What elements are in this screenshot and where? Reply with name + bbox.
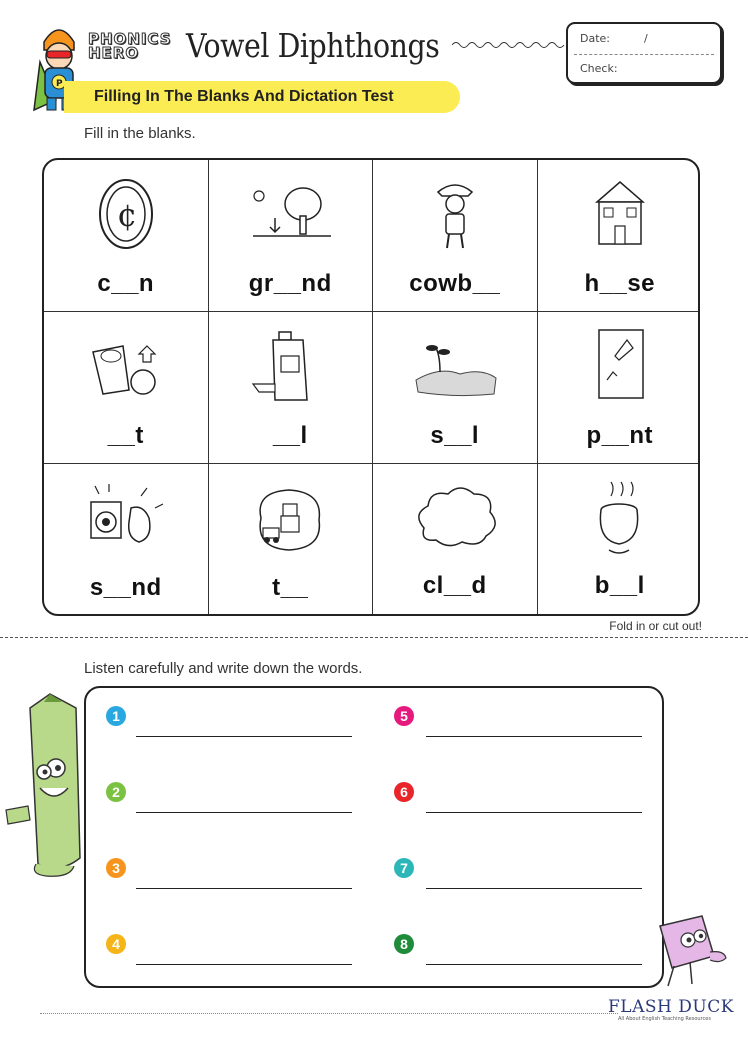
blank-word: h__se xyxy=(584,270,656,297)
blank-word: s__l xyxy=(430,422,480,449)
fill-blanks-instruction: Fill in the blanks. xyxy=(84,125,196,142)
date-label: Date: xyxy=(580,32,610,45)
number-badge: 1 xyxy=(106,706,126,726)
blank-cell xyxy=(538,312,701,464)
soil-icon xyxy=(410,326,500,406)
blank-cell xyxy=(538,464,701,616)
number-badge: 6 xyxy=(394,782,414,802)
answer-line[interactable] xyxy=(426,964,642,965)
ground-icon xyxy=(245,174,335,254)
sound-icon xyxy=(81,478,171,558)
date-divider xyxy=(574,54,714,55)
fold-note: Fold in or cut out! xyxy=(609,619,702,633)
toy-icon xyxy=(245,478,335,558)
blank-cell xyxy=(209,464,374,616)
number-badge: 4 xyxy=(106,934,126,954)
blank-word: cowb__ xyxy=(409,270,501,297)
subtitle: Filling In The Blanks And Dictation Test xyxy=(94,88,394,105)
point-icon xyxy=(575,326,665,406)
number-badge: 7 xyxy=(394,858,414,878)
answer-line[interactable] xyxy=(136,964,352,965)
cowboy-icon xyxy=(410,174,500,254)
blank-cell xyxy=(538,160,701,312)
blank-cell xyxy=(44,464,209,616)
blank-cell xyxy=(209,160,374,312)
blank-word: b__l xyxy=(594,572,645,599)
blank-word: __l xyxy=(272,422,308,449)
blank-cell xyxy=(209,312,374,464)
number-badge: 8 xyxy=(394,934,414,954)
blank-cell xyxy=(373,312,538,464)
answer-line[interactable] xyxy=(136,812,352,813)
footer-tagline: All About English Teaching Resources xyxy=(618,1016,711,1022)
answer-line[interactable] xyxy=(426,736,642,737)
svg-text:¢: ¢ xyxy=(116,196,138,234)
cloud-icon xyxy=(410,478,500,558)
dictation-instruction: Listen carefully and write down the words. xyxy=(84,660,363,677)
blank-word: p__nt xyxy=(586,422,653,449)
blank-word: t__ xyxy=(272,574,309,601)
date-slash: / xyxy=(644,32,648,45)
check-label: Check: xyxy=(580,62,618,75)
boil-icon xyxy=(575,478,665,558)
flash-duck-logo: FLASH DUCK xyxy=(608,997,734,1017)
blank-word: s__nd xyxy=(89,574,162,601)
house-icon xyxy=(575,174,665,254)
blank-word: cl__d xyxy=(422,572,487,599)
coin-icon xyxy=(81,174,171,254)
answer-line[interactable] xyxy=(136,736,352,737)
svg-text:P: P xyxy=(56,79,63,89)
blank-word: __t xyxy=(107,422,144,449)
blank-cell xyxy=(44,160,209,312)
footer-rule xyxy=(40,1013,618,1014)
date-check-box xyxy=(566,22,722,84)
answer-line[interactable] xyxy=(136,888,352,889)
out-icon xyxy=(81,326,171,406)
phonics-hero-logo: PHONICS HERO xyxy=(88,30,172,62)
cut-line xyxy=(0,637,748,638)
answer-line[interactable] xyxy=(426,888,642,889)
eraser-character-icon xyxy=(640,912,730,1002)
blank-word: gr__nd xyxy=(248,270,332,297)
page-title: Vowel Diphthongs xyxy=(186,26,440,65)
blank-cell xyxy=(44,312,209,464)
dictation-box xyxy=(84,686,664,988)
blank-cell xyxy=(373,160,538,312)
number-badge: 5 xyxy=(394,706,414,726)
oil-icon xyxy=(245,326,335,406)
squiggle-divider-icon xyxy=(452,38,568,52)
answer-line[interactable] xyxy=(426,812,642,813)
blank-cell xyxy=(373,464,538,616)
blank-word: c__n xyxy=(97,270,155,297)
number-badge: 2 xyxy=(106,782,126,802)
fill-blanks-grid xyxy=(42,158,700,616)
number-badge: 3 xyxy=(106,858,126,878)
